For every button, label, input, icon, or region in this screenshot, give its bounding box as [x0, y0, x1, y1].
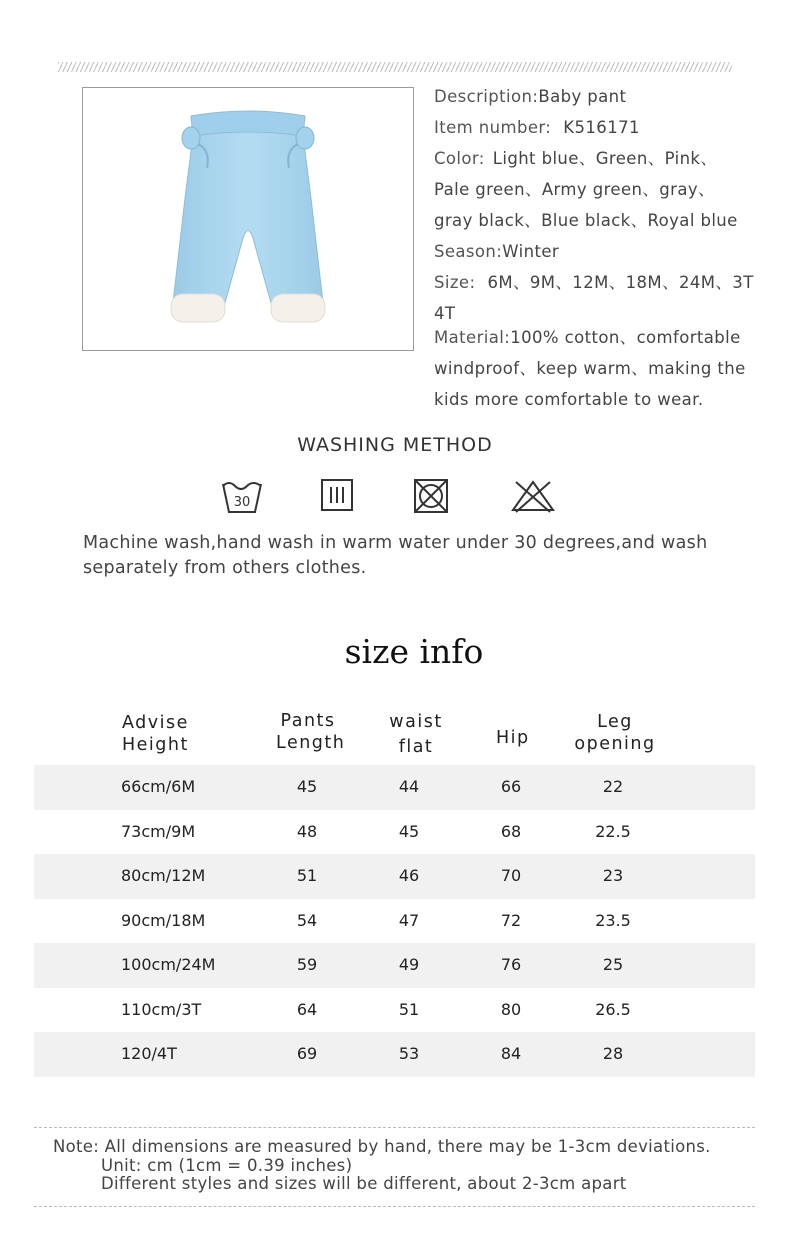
washing-instructions: Machine wash,hand wash in warm water under 30 degrees,and wash separately from others clothes. [83, 533, 708, 578]
no-bleach-icon [510, 478, 556, 514]
measurement-note: Note: All dimensions are measured by hand, there may be 1-3cm deviations. Unit: cm (1cm = 0.39 inches) Different styles and sizes will be different, about 2-3cm apart [53, 1137, 711, 1193]
table-row: 120/4T 69 53 84 28 [34, 1032, 755, 1077]
size-row-2: 4T [434, 304, 456, 323]
material-row-2: windproof、keep warm、making the [434, 359, 746, 378]
table-row: 73cm/9M 48 45 68 22.5 [121, 821, 631, 841]
washing-icons [0, 478, 790, 518]
washing-method-title: WASHING METHOD [297, 434, 493, 456]
product-description [434, 84, 784, 418]
wash-30-icon [220, 478, 264, 516]
table-row: 90cm/18M 54 47 72 23.5 [121, 910, 631, 930]
header-advise-height: Advise Height [122, 713, 189, 755]
item-number-row: Item number: K516171 [434, 118, 640, 137]
header-hip: Hip [496, 728, 530, 748]
product-photo [82, 87, 414, 351]
color-row-3: gray black、Blue black、Royal blue [434, 211, 738, 230]
size-row: Size: 6M、9M、12M、18M、24M、3T [434, 273, 754, 292]
table-row: 80cm/12M 51 46 70 23 [34, 854, 755, 899]
no-dry-clean-icon [413, 478, 449, 514]
decorative-hatch-divider [58, 62, 732, 72]
tumble-dry-icon [320, 478, 354, 512]
header-pants-length: Pants Length [276, 711, 346, 753]
table-row: 100cm/24M 59 49 76 25 [34, 943, 755, 988]
header-leg-opening: Leg opening [574, 712, 656, 754]
color-row: Color: Light blue、Green、Pink、 [434, 149, 718, 168]
size-table-header [34, 708, 755, 764]
note-top-divider [34, 1127, 755, 1128]
header-waist-flat: waist flat [389, 712, 443, 757]
material-row: Material:100% cotton、comfortable [434, 328, 741, 347]
wash-temperature-label: 30 [233, 495, 251, 510]
note-bottom-divider [34, 1206, 755, 1207]
color-row-2: Pale green、Army green、gray、 [434, 180, 715, 199]
size-info-title: size info [344, 632, 484, 671]
material-row-3: kids more comfortable to wear. [434, 390, 704, 409]
season-row: Season:Winter [434, 242, 560, 261]
table-row: 110cm/3T 64 51 80 26.5 [121, 999, 631, 1019]
description-row: Description:Baby pant [434, 87, 627, 106]
table-row: 66cm/6M 45 44 66 22 [34, 765, 755, 810]
size-table-body [34, 765, 755, 1077]
